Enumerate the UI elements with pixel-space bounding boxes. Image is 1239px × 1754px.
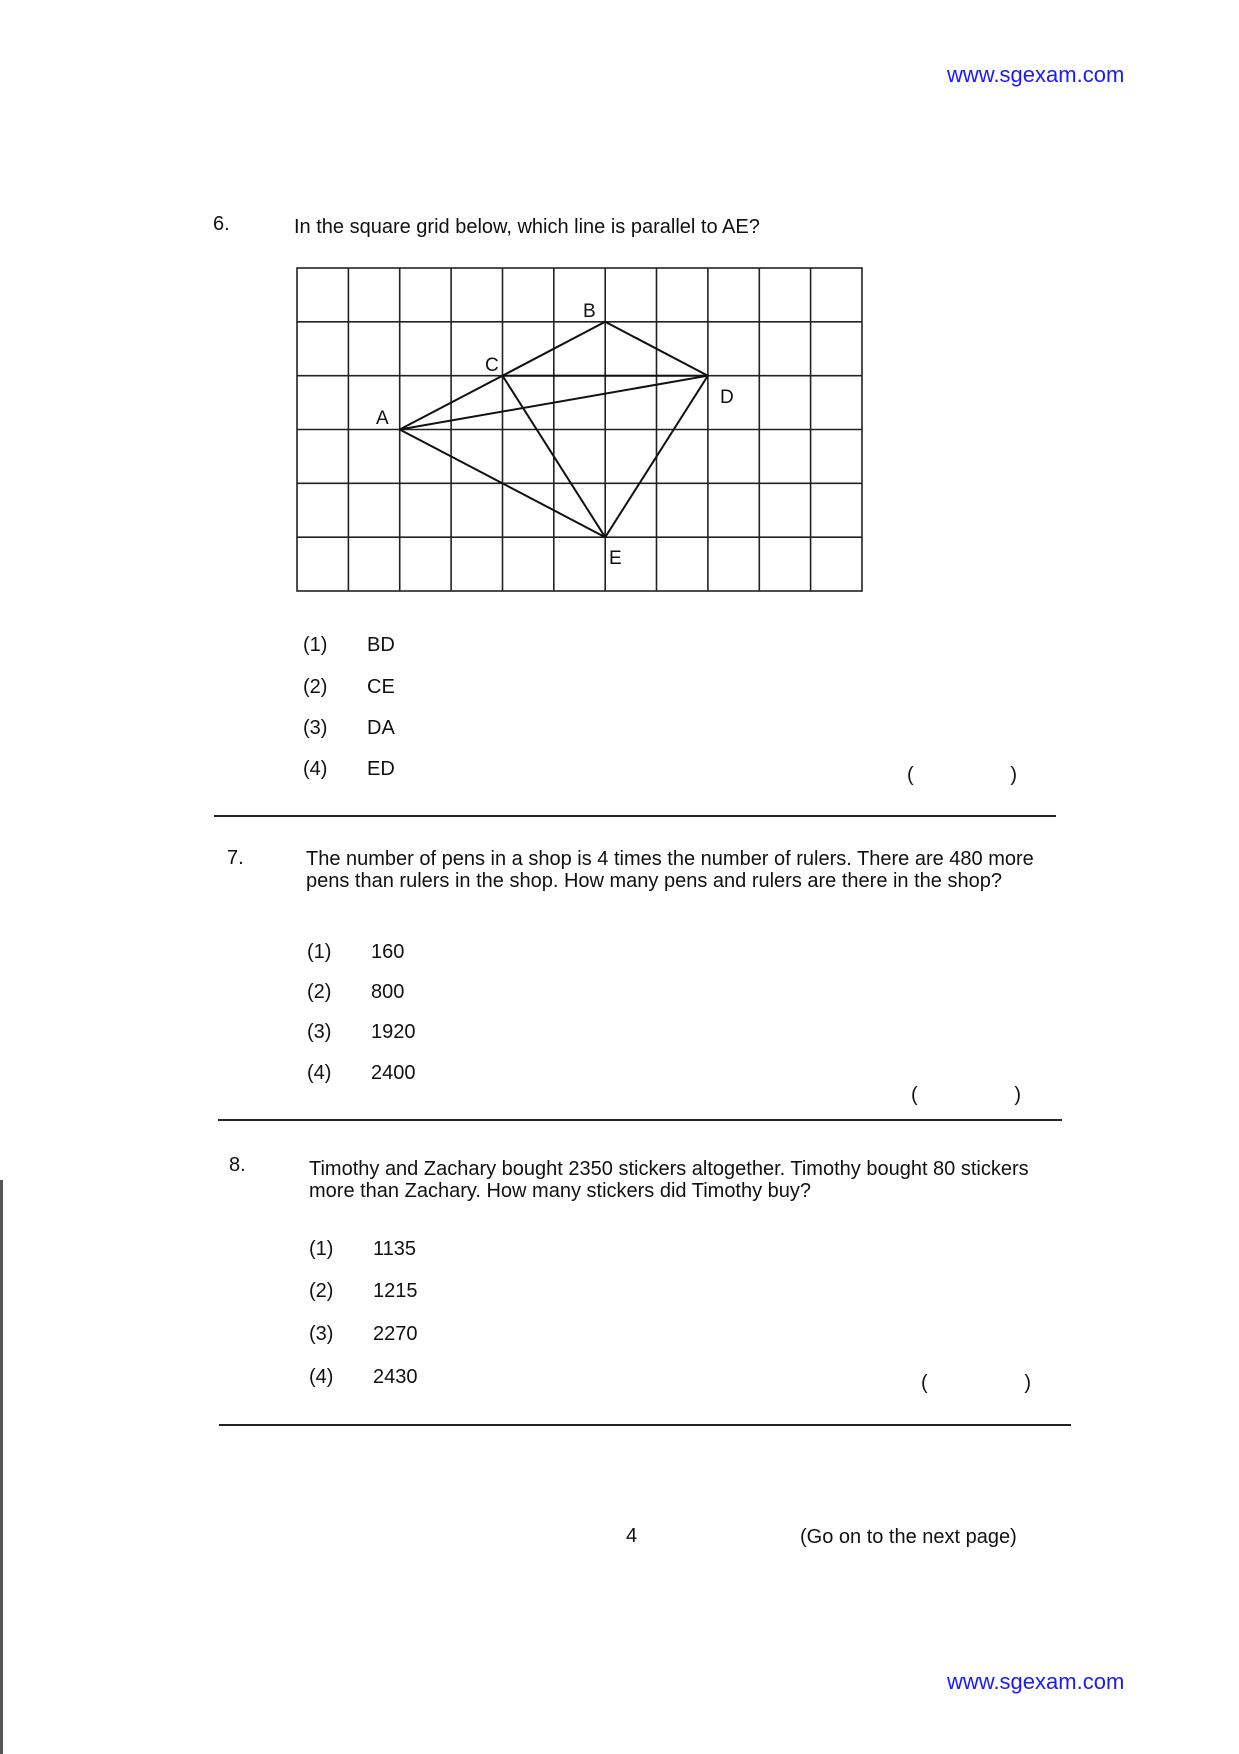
question-6-number: 6. (213, 213, 230, 235)
question-8-number: 8. (229, 1154, 246, 1176)
option-number: (3) (307, 1021, 332, 1043)
option-value: 160 (371, 941, 405, 963)
answer-bracket-open: ( (921, 1372, 928, 1394)
answer-bracket-open: ( (911, 1084, 918, 1106)
point-label-E: E (609, 548, 622, 569)
question-8-option-3[interactable] (309, 1323, 418, 1346)
point-label-B: B (583, 301, 596, 322)
question-divider (218, 1119, 1062, 1121)
question-7-option-4[interactable] (307, 1062, 416, 1085)
answer-bracket-close: ) (1024, 1372, 1031, 1394)
question-6-option-4[interactable] (303, 758, 395, 781)
option-number: (4) (309, 1366, 334, 1388)
option-number: (2) (309, 1280, 334, 1302)
option-value: CE (367, 676, 395, 698)
option-value: 1215 (373, 1280, 418, 1302)
square-grid-diagram (0, 0, 1239, 620)
question-divider (214, 815, 1056, 817)
answer-bracket-close: ) (1010, 764, 1017, 786)
option-value: 800 (371, 981, 405, 1003)
question-6-answer-box[interactable] (907, 764, 1017, 787)
question-7-answer-box[interactable] (911, 1084, 1021, 1107)
option-number: (1) (303, 634, 328, 656)
header-site-link[interactable]: www.sgexam.com (947, 62, 1125, 87)
answer-bracket-open: ( (907, 764, 914, 786)
page-number: 4 (626, 1525, 638, 1547)
question-6-option-2[interactable] (303, 676, 395, 699)
question-8-answer-box[interactable] (921, 1372, 1031, 1395)
question-8-option-1[interactable] (309, 1238, 416, 1261)
option-value: BD (367, 634, 395, 656)
question-7-text: The number of pens in a shop is 4 times the number of rulers. There are 480 more pens than rulers in the shop. How many pens and rulers are there in the shop? (306, 848, 1034, 892)
footer-site-link[interactable]: www.sgexam.com (947, 1669, 1125, 1694)
question-7-number: 7. (227, 847, 244, 869)
scan-edge (0, 1180, 3, 1754)
option-value: 1135 (373, 1238, 417, 1260)
question-6-option-3[interactable] (303, 717, 395, 740)
point-label-D: D (720, 387, 734, 408)
question-6-option-1[interactable] (303, 634, 395, 657)
question-7-option-2[interactable] (307, 981, 404, 1004)
option-value: ED (367, 758, 395, 780)
question-divider (219, 1424, 1071, 1426)
grid-lines (297, 268, 862, 591)
question-6-text: In the square grid below, which line is parallel to AE? (294, 216, 760, 238)
option-number: (4) (307, 1062, 332, 1084)
option-number: (1) (307, 941, 332, 963)
option-number: (2) (307, 981, 332, 1003)
point-label-C: C (485, 355, 499, 376)
option-number: (2) (303, 676, 328, 698)
question-8-option-4[interactable] (309, 1366, 418, 1389)
option-value: 1920 (371, 1021, 416, 1043)
option-value: DA (367, 717, 395, 739)
point-label-A: A (376, 408, 389, 429)
option-number: (1) (309, 1238, 334, 1260)
option-value: 2270 (373, 1323, 418, 1345)
option-number: (4) (303, 758, 328, 780)
option-value: 2430 (373, 1366, 418, 1388)
answer-bracket-close: ) (1014, 1084, 1021, 1106)
option-number: (3) (303, 717, 328, 739)
option-value: 2400 (371, 1062, 416, 1084)
question-8-option-2[interactable] (309, 1280, 418, 1303)
option-number: (3) (309, 1323, 334, 1345)
question-7-option-3[interactable] (307, 1021, 416, 1044)
question-8-text: Timothy and Zachary bought 2350 stickers altogether. Timothy bought 80 stickers more than Zachary. How many stickers did Timothy buy? (309, 1158, 1029, 1202)
continue-note: (Go on to the next page) (800, 1526, 1017, 1548)
question-7-option-1[interactable] (307, 941, 404, 964)
